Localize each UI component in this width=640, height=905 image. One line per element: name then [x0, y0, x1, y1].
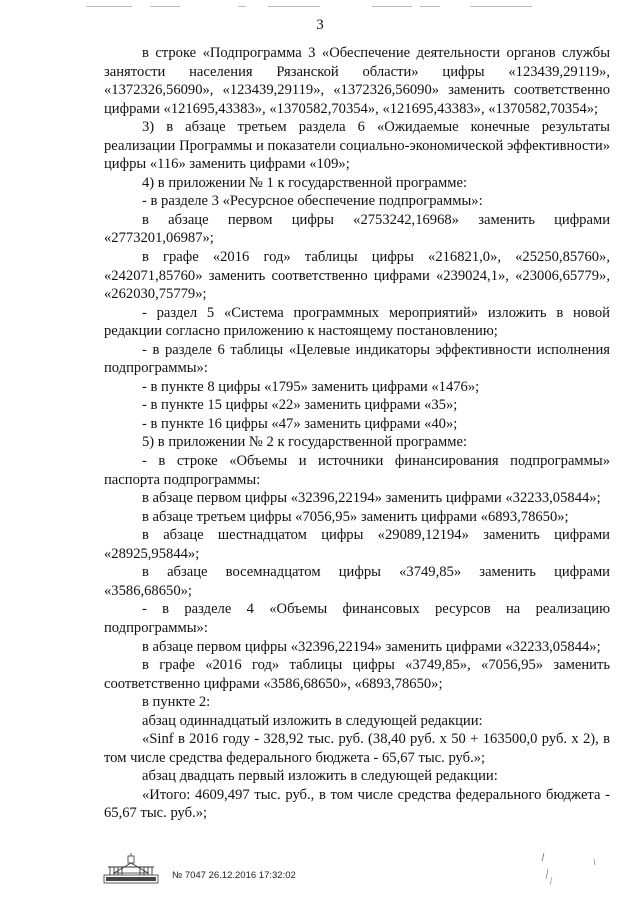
paragraph: - раздел 5 «Система программных мероприятий» изложить в новой редакции согласно приложению к настоящему постановлению;: [104, 304, 610, 340]
paragraph: в абзаце первом цифры «2753242,16968» заменить цифрами «2773201,06987»;: [104, 211, 610, 247]
handwritten-marks: [536, 849, 626, 889]
paragraph: - в пункте 16 цифры «47» заменить цифрами «40»;: [142, 415, 458, 432]
page-footer: [96, 849, 616, 889]
document-body: [104, 44, 610, 823]
paragraph: в графе «2016 год» таблицы цифры «216821,0», «25250,85760», «242071,85760» заменить соответственно цифрами «239024,1», «23006,65779», «262030,75779»;: [104, 249, 610, 303]
paragraph: 5) в приложении № 2 к государственной программе:: [142, 434, 468, 451]
paragraph: 3) в абзаце третьем раздела 6 «Ожидаемые конечные результаты реализации Программы и показатели социально-экономической эффективности» цифры «116» заменить цифрами «109»;: [104, 119, 610, 173]
paragraph: в строке «Подпрограмма 3 «Обеспечение деятельности органов службы занятости населения Рязанской области» цифры «123439,29119», «1372326,56090», «123439,29119», «1372326,56090» заменить соответственно цифрами «121695,43383», «1370582,70354», «121695,43383», «1370582,70354»;: [104, 45, 610, 117]
top-scan-marks: [0, 6, 640, 12]
paragraph: в абзаце третьем цифры «7056,95» заменить цифрами «6893,78650»;: [142, 508, 569, 525]
paragraph: в пункте 2:: [142, 694, 211, 711]
paragraph: - в разделе 6 таблицы «Целевые индикаторы эффективности исполнения подпрограммы»:: [104, 341, 610, 377]
paragraph: - в пункте 8 цифры «1795» заменить цифрами «1476»;: [142, 378, 480, 395]
page-number: 3: [316, 17, 324, 33]
paragraph: в абзаце первом цифры «32396,22194» заменить цифрами «32233,05844»;: [142, 490, 601, 507]
paragraph: - в разделе 4 «Объемы финансовых ресурсов на реализацию подпрограммы»:: [104, 601, 610, 636]
document-registration-info: № 7047 26.12.2016 17:32:02: [172, 870, 296, 881]
paragraph: - в строке «Объемы и источники финансирования подпрограммы» паспорта подпрограммы:: [104, 453, 610, 488]
paragraph: «Итого: 4609,497 тыс. руб., в том числе средства федерального бюджета - 65,67 тыс. руб.»;: [104, 786, 610, 822]
paragraph: «Sinf в 2016 году - 328,92 тыс. руб. (38,40 руб. x 50 + 163500,0 руб. x 2), в том числе средства федерального бюджета - 65,67 тыс. руб.»;: [104, 731, 610, 766]
paragraph: абзац одиннадцатый изложить в следующей редакции:: [142, 712, 483, 729]
paragraph: в абзаце восемнадцатом цифры «3749,85» заменить цифрами «3586,68650»;: [104, 564, 610, 599]
paragraph: в абзаце первом цифры «32396,22194» заменить цифрами «32233,05844»;: [142, 638, 601, 655]
paragraph: - в разделе 3 «Ресурсное обеспечение подпрограммы»:: [142, 193, 483, 210]
paragraph: - в пункте 15 цифры «22» заменить цифрами «35»;: [142, 397, 458, 414]
paragraph: абзац двадцать первый изложить в следующей редакции:: [142, 768, 498, 785]
paragraph: в графе «2016 год» таблицы цифры «3749,85», «7056,95» заменить соответственно цифрами «3586,68650», «6893,78650»;: [104, 657, 610, 692]
paragraph: 4) в приложении № 1 к государственной программе:: [142, 174, 468, 191]
government-building-stamp-icon: [102, 853, 160, 885]
paragraph: в абзаце шестнадцатом цифры «29089,12194» заменить цифрами «28925,95844»;: [104, 527, 610, 562]
